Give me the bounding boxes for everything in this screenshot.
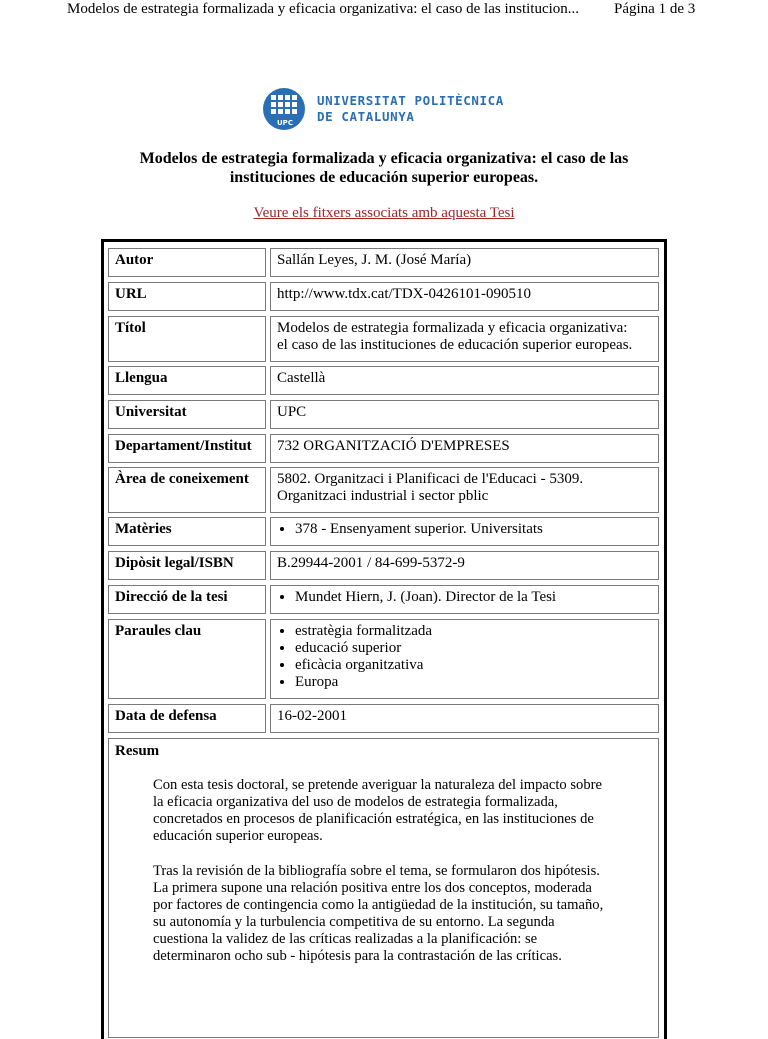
value-departament: 732 ORGANITZACIÓ D'EMPRESES bbox=[270, 434, 659, 463]
value-direccio bbox=[270, 585, 659, 614]
page-header bbox=[0, 0, 768, 22]
label-data-defensa: Data de defensa bbox=[108, 704, 266, 733]
thesis-title-line1: Modelos de estrategia formalizada y eficacia organizativa: el caso de las bbox=[139, 150, 629, 167]
resum-paragraph-1: Con esta tesis doctoral, se pretende averiguar la naturaleza del impacto sobre la eficacia organizativa del uso de modelos de estrategia formalizada, concretados en procesos de planificación estratégica, en las instituciones de educación superior europeas. bbox=[153, 777, 602, 844]
value-area-line2: Organitzaci industrial i sector pblic bbox=[277, 488, 489, 504]
label-paraules: Paraules clau bbox=[108, 619, 266, 699]
label-area: Àrea de coneixement bbox=[108, 467, 266, 513]
direccio-item: • Mundet Hiern, J. (Joan). Director de la Tesi bbox=[295, 589, 652, 606]
keyword-item: • estratègia formalitzada bbox=[295, 623, 652, 640]
label-titol: Títol bbox=[108, 316, 266, 362]
value-autor: Sallán Leyes, J. M. (José María) bbox=[270, 248, 659, 277]
keyword-item: • eficàcia organitzativa bbox=[295, 657, 652, 674]
label-url: URL bbox=[108, 282, 266, 311]
value-titol-line2: el caso de las instituciones de educación superior europeas. bbox=[277, 337, 633, 353]
label-direccio: Direcció de la tesi bbox=[108, 585, 266, 614]
value-url[interactable]: http://www.tdx.cat/TDX-0426101-090510 bbox=[270, 282, 659, 311]
label-diposit: Dipòsit legal/ISBN bbox=[108, 551, 266, 580]
header-page-number: Página 1 de 3 bbox=[614, 1, 696, 17]
value-llengua: Castellà bbox=[270, 366, 659, 395]
resum-paragraph-2: Tras la revisión de la bibliografía sobre el tema, se formularon dos hipótesis. La primera supone una relación positiva entre los dos conceptos, moderada por factores de contingencia como la antigüedad de la institución, su tamaño, su autonomía y la turbulencia competitiva de su entorno. La segunda cuestiona la validez de las críticas realizadas a la planificación: se determinaron ocho sub - hipótesis para la contrastación de las críticas. bbox=[153, 863, 604, 964]
value-area-line1: 5802. Organitzaci i Planificaci de l'Educaci - 5309. bbox=[277, 471, 584, 487]
upc-logo bbox=[262, 87, 512, 131]
keyword-item: • educació superior bbox=[295, 640, 652, 657]
label-universitat: Universitat bbox=[108, 400, 266, 429]
value-area bbox=[270, 467, 659, 513]
label-llengua: Llengua bbox=[108, 366, 266, 395]
logo-university-line2: DE CATALUNYA bbox=[317, 109, 415, 124]
logo-mark-text: UPC bbox=[277, 119, 293, 127]
label-autor: Autor bbox=[108, 248, 266, 277]
label-departament: Departament/Institut bbox=[108, 434, 266, 463]
value-materies bbox=[270, 517, 659, 546]
associated-files-link[interactable]: Veure els fitxers associats amb aquesta Tesi bbox=[253, 205, 515, 221]
resum-label: Resum bbox=[115, 743, 160, 759]
value-universitat: UPC bbox=[270, 400, 659, 429]
keyword-item: • Europa bbox=[295, 674, 652, 691]
resum-cell bbox=[108, 738, 659, 1038]
materies-item: • 378 - Ensenyament superior. Universitats bbox=[295, 521, 652, 538]
value-paraules bbox=[270, 619, 659, 699]
thesis-title-line2: instituciones de educación superior europeas. bbox=[229, 169, 539, 186]
logo-university-line1: UNIVERSITAT POLITÈCNICA bbox=[317, 93, 504, 108]
value-data-defensa: 16-02-2001 bbox=[270, 704, 659, 733]
header-doc-title: Modelos de estrategia formalizada y eficacia organizativa: el caso de las institucion... bbox=[67, 1, 580, 17]
thesis-title bbox=[100, 149, 668, 187]
value-titol-line1: Modelos de estrategia formalizada y eficacia organizativa: bbox=[277, 320, 628, 336]
upc-emblem-icon bbox=[262, 87, 308, 131]
label-materies: Matèries bbox=[108, 517, 266, 546]
value-titol bbox=[270, 316, 659, 362]
value-diposit: B.29944-2001 / 84-699-5372-9 bbox=[270, 551, 659, 580]
